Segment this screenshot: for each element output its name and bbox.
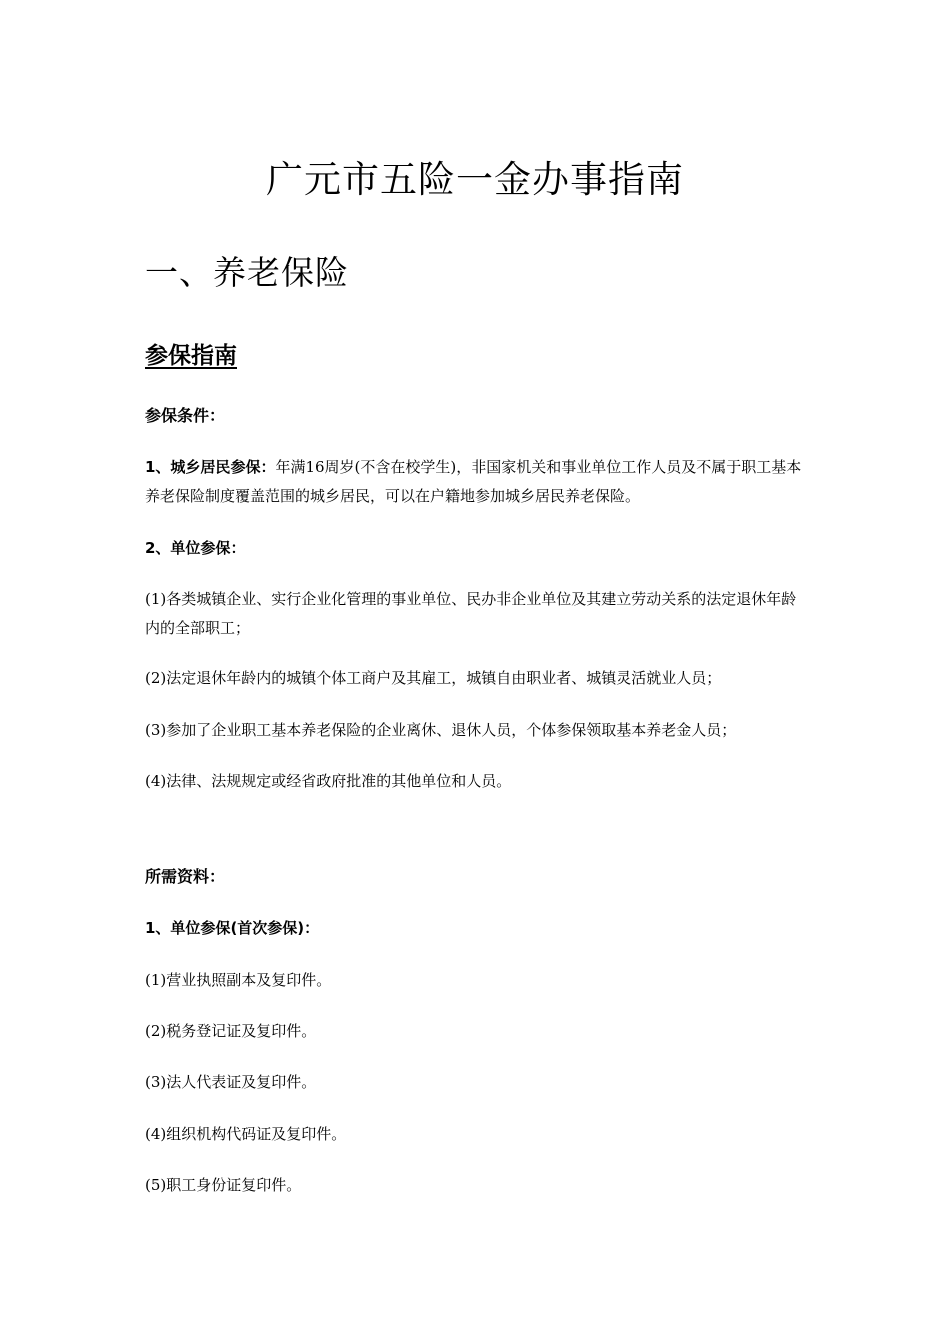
document-title: 广元市五险一金办事指南 — [266, 158, 684, 201]
conditions-label: 参保条件： — [145, 406, 226, 425]
condition-item-1-lead: 1、城乡居民参保： — [145, 458, 276, 476]
section-heading: 一、养老保险 — [145, 253, 349, 292]
material-sub-item: (3)法人代表证及复印件。 — [145, 1073, 317, 1091]
materials-item-1-lead: 1、单位参保(首次参保)： — [145, 919, 320, 937]
material-sub-item: (2)税务登记证及复印件。 — [145, 1022, 317, 1040]
material-sub-item: (5)职工身份证复印件。 — [145, 1176, 302, 1194]
subsection-heading: 参保指南 — [145, 342, 237, 369]
condition-item-2-lead: 2、单位参保： — [145, 539, 246, 557]
condition-sub-item: (4)法律、法规规定或经省政府批准的其他单位和人员。 — [145, 772, 512, 790]
condition-sub-item: (1)各类城镇企业、实行企业化管理的事业单位、民办非企业单位及其建立劳动关系的法定退休年龄内的全部职工； — [145, 590, 797, 637]
material-sub-item: (1)营业执照副本及复印件。 — [145, 971, 332, 989]
material-sub-item: (4)组织机构代码证及复印件。 — [145, 1125, 347, 1143]
condition-sub-item: (3)参加了企业职工基本养老保险的企业离休、退休人员，个体参保领取基本养老金人员； — [145, 721, 737, 739]
condition-item-1 — [145, 453, 810, 511]
condition-item-1-text: 年满16周岁(不含在校学生)，非国家机关和事业单位工作人员及不属于职工基本养老保险制度覆盖范围的城乡居民，可以在户籍地参加城乡居民养老保险。 — [145, 458, 802, 505]
condition-sub-item: (2)法定退休年龄内的城镇个体工商户及其雇工，城镇自由职业者、城镇灵活就业人员； — [145, 669, 722, 687]
materials-label: 所需资料： — [145, 867, 226, 886]
